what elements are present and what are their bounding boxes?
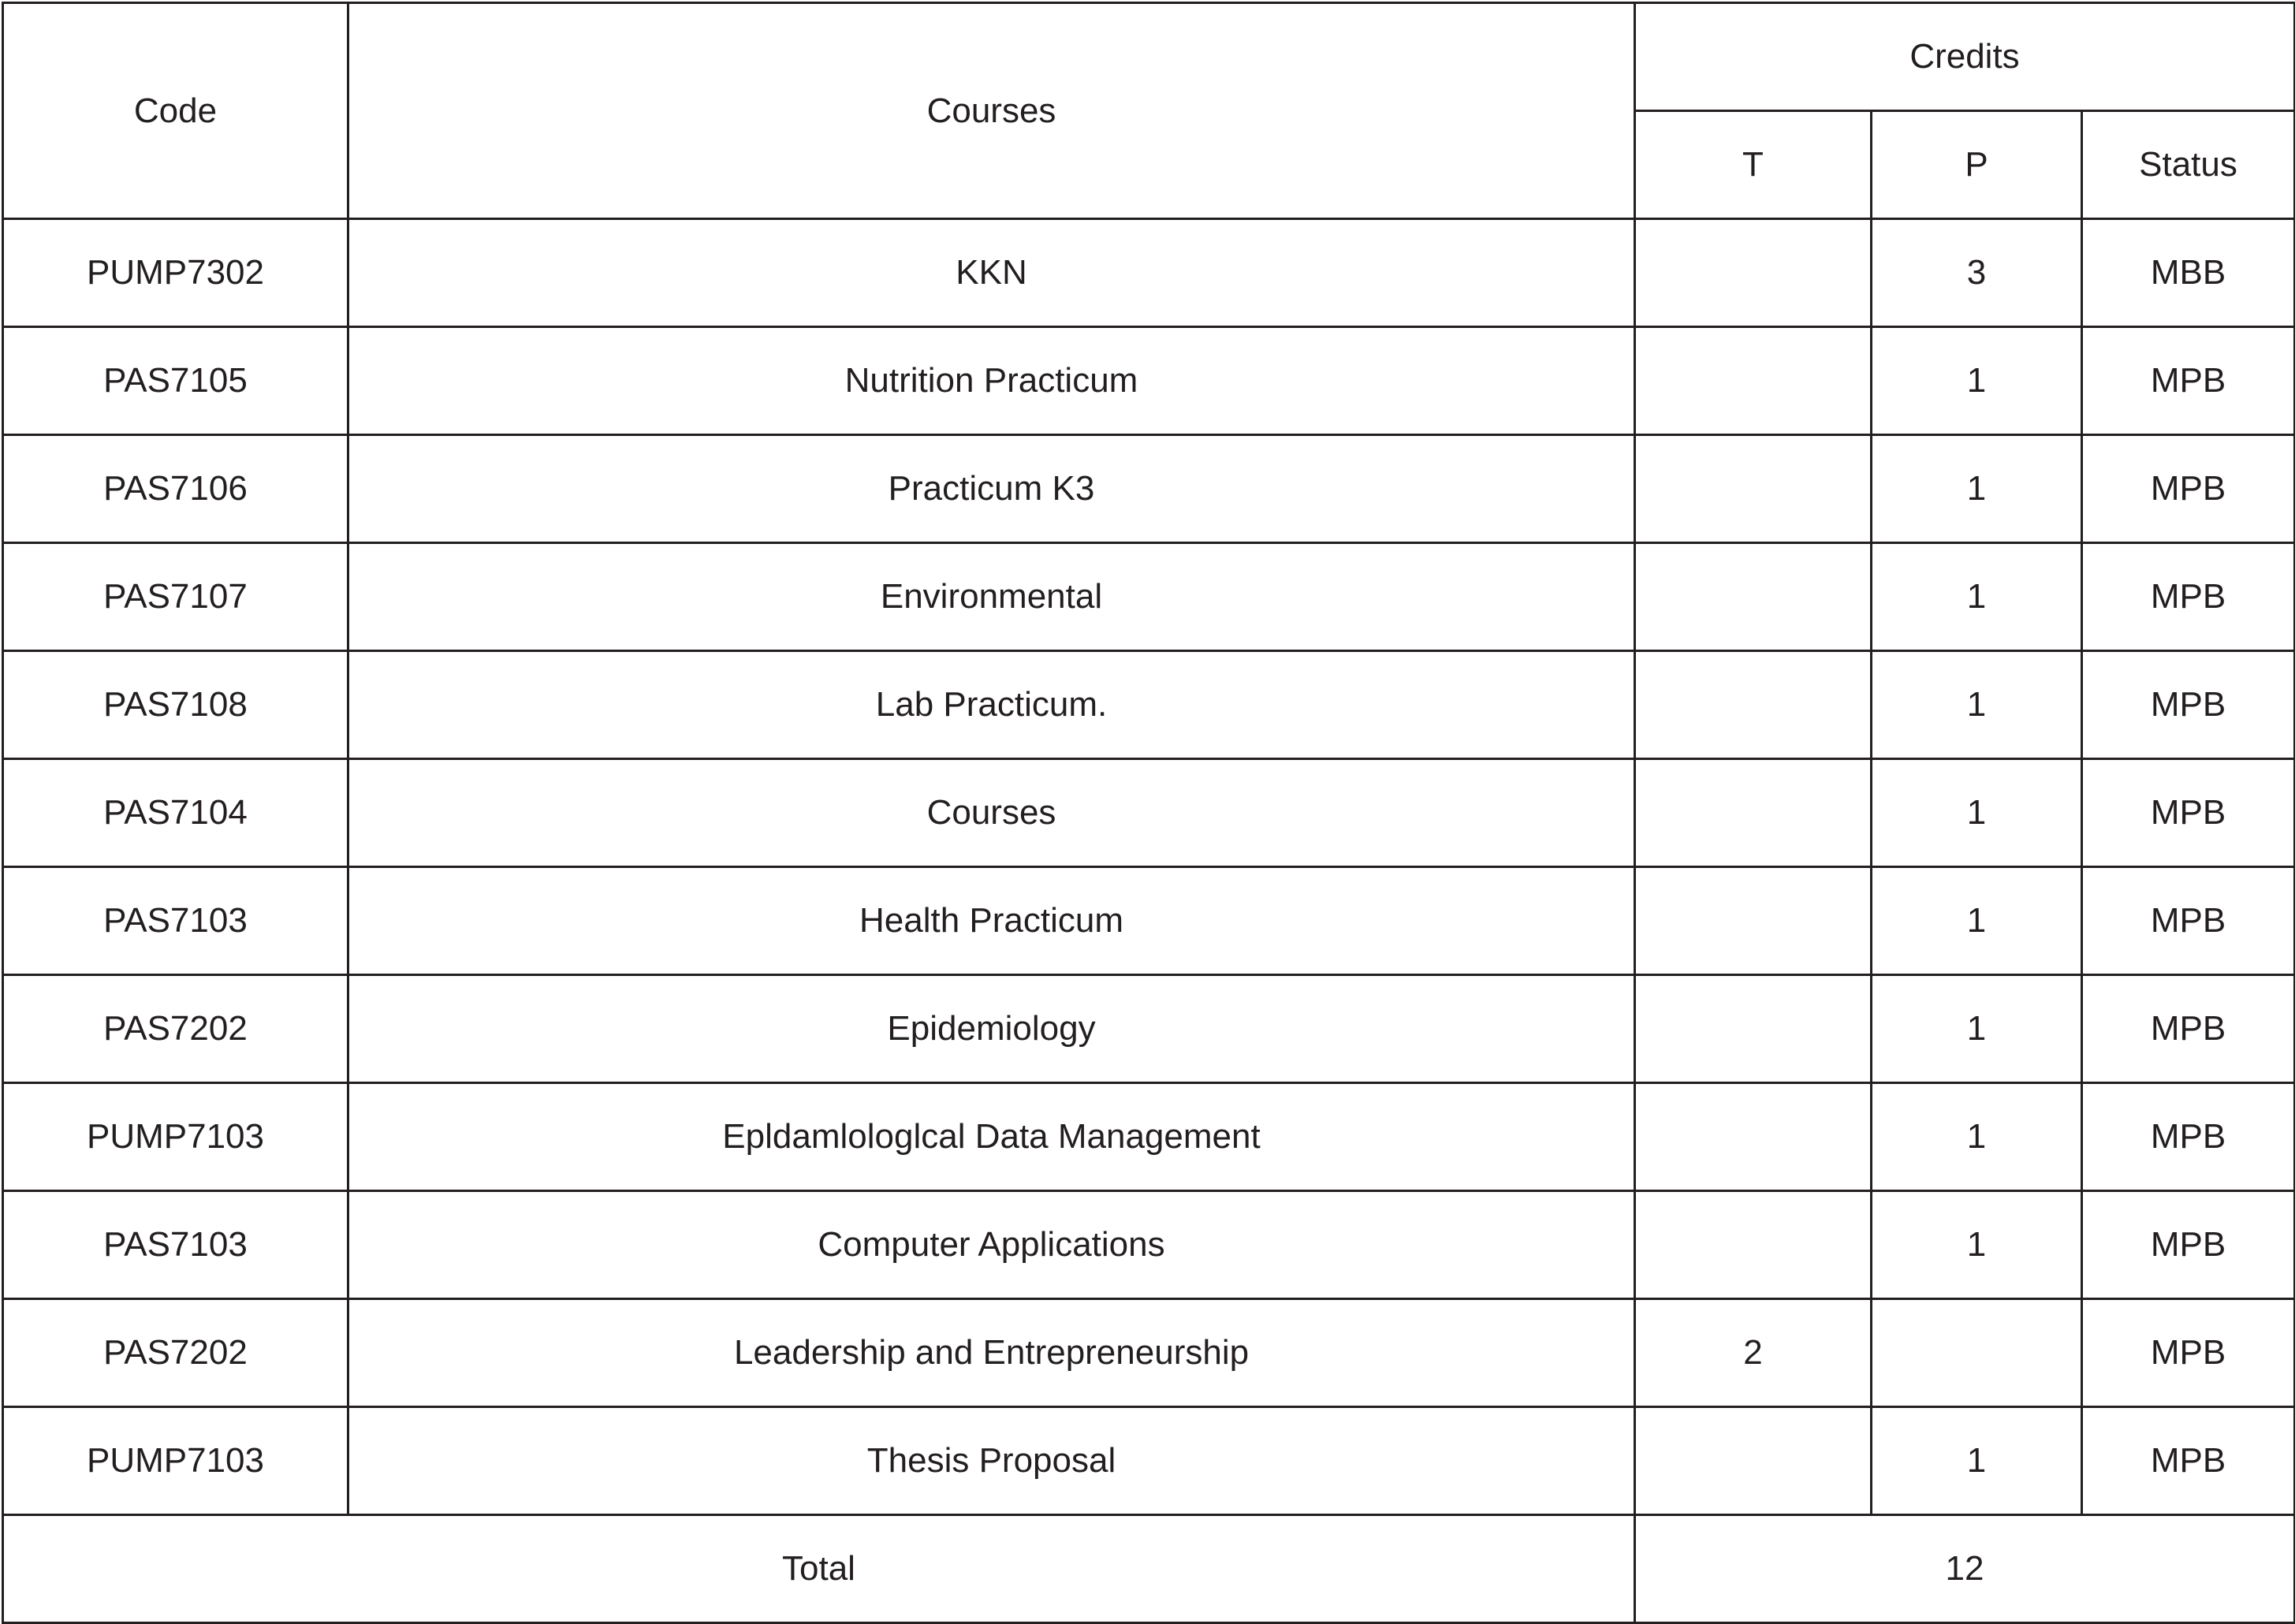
header-row <box>3 3 2295 111</box>
table-row <box>3 327 2295 435</box>
table-row <box>3 543 2295 651</box>
cell-code: PAS7202 <box>3 1299 348 1407</box>
cell-course: Epidemiology <box>348 975 1635 1083</box>
cell-credit-p: 1 <box>1872 1407 2082 1515</box>
table-row <box>3 219 2295 327</box>
cell-credit-p <box>1872 1299 2082 1407</box>
cell-course: Courses <box>348 759 1635 867</box>
cell-course: Epldamlologlcal Data Management <box>348 1083 1635 1191</box>
header-status: Status <box>2082 111 2295 219</box>
cell-course: Practicum K3 <box>348 435 1635 543</box>
cell-course: KKN <box>348 219 1635 327</box>
header-t: T <box>1635 111 1872 219</box>
cell-credit-t <box>1635 543 1872 651</box>
table-row <box>3 867 2295 975</box>
cell-code: PAS7103 <box>3 1191 348 1299</box>
cell-course: Computer Applications <box>348 1191 1635 1299</box>
cell-course: Environmental <box>348 543 1635 651</box>
cell-credit-p: 1 <box>1872 435 2082 543</box>
cell-status: MPB <box>2082 1407 2295 1515</box>
cell-credit-t <box>1635 975 1872 1083</box>
cell-credit-p: 1 <box>1872 867 2082 975</box>
cell-credit-t <box>1635 1191 1872 1299</box>
cell-code: PAS7103 <box>3 867 348 975</box>
total-label: Total <box>3 1515 1635 1623</box>
cell-credit-p: 1 <box>1872 759 2082 867</box>
table-row <box>3 975 2295 1083</box>
cell-status: MPB <box>2082 651 2295 759</box>
courses-table <box>2 2 2295 1624</box>
table-row <box>3 1299 2295 1407</box>
cell-credit-p: 1 <box>1872 543 2082 651</box>
table-row <box>3 1191 2295 1299</box>
cell-code: PAS7104 <box>3 759 348 867</box>
cell-code: PUMP7302 <box>3 219 348 327</box>
cell-credit-p: 1 <box>1872 327 2082 435</box>
table-body <box>3 219 2295 1515</box>
cell-code: PAS7105 <box>3 327 348 435</box>
cell-credit-p: 1 <box>1872 1083 2082 1191</box>
cell-code: PAS7202 <box>3 975 348 1083</box>
total-row <box>3 1515 2295 1623</box>
cell-code: PAS7106 <box>3 435 348 543</box>
cell-course: Thesis Proposal <box>348 1407 1635 1515</box>
table-row <box>3 651 2295 759</box>
cell-credit-p: 1 <box>1872 651 2082 759</box>
cell-credit-t <box>1635 435 1872 543</box>
cell-credit-p: 1 <box>1872 1191 2082 1299</box>
header-courses: Courses <box>348 3 1635 219</box>
cell-credit-p: 1 <box>1872 975 2082 1083</box>
cell-credit-t <box>1635 651 1872 759</box>
cell-credit-t <box>1635 327 1872 435</box>
cell-credit-t <box>1635 1407 1872 1515</box>
cell-credit-t: 2 <box>1635 1299 1872 1407</box>
cell-status: MPB <box>2082 327 2295 435</box>
cell-credit-p: 3 <box>1872 219 2082 327</box>
cell-credit-t <box>1635 759 1872 867</box>
table-row <box>3 1407 2295 1515</box>
cell-code: PUMP7103 <box>3 1407 348 1515</box>
cell-code: PAS7107 <box>3 543 348 651</box>
cell-course: Leadership and Entrepreneurship <box>348 1299 1635 1407</box>
table-row <box>3 435 2295 543</box>
cell-credit-t <box>1635 867 1872 975</box>
cell-status: MPB <box>2082 1299 2295 1407</box>
cell-status: MPB <box>2082 867 2295 975</box>
cell-code: PUMP7103 <box>3 1083 348 1191</box>
cell-status: MPB <box>2082 1083 2295 1191</box>
total-value: 12 <box>1635 1515 2295 1623</box>
header-credits: Credits <box>1635 3 2295 111</box>
cell-credit-t <box>1635 1083 1872 1191</box>
cell-course: Lab Practicum. <box>348 651 1635 759</box>
cell-status: MPB <box>2082 759 2295 867</box>
cell-status: MPB <box>2082 1191 2295 1299</box>
cell-credit-t <box>1635 219 1872 327</box>
cell-course: Health Practicum <box>348 867 1635 975</box>
cell-status: MPB <box>2082 543 2295 651</box>
cell-course: Nutrition Practicum <box>348 327 1635 435</box>
cell-code: PAS7108 <box>3 651 348 759</box>
table-row <box>3 1083 2295 1191</box>
cell-status: MPB <box>2082 435 2295 543</box>
cell-status: MPB <box>2082 975 2295 1083</box>
header-code: Code <box>3 3 348 219</box>
header-p: P <box>1872 111 2082 219</box>
cell-status: MBB <box>2082 219 2295 327</box>
table-row <box>3 759 2295 867</box>
